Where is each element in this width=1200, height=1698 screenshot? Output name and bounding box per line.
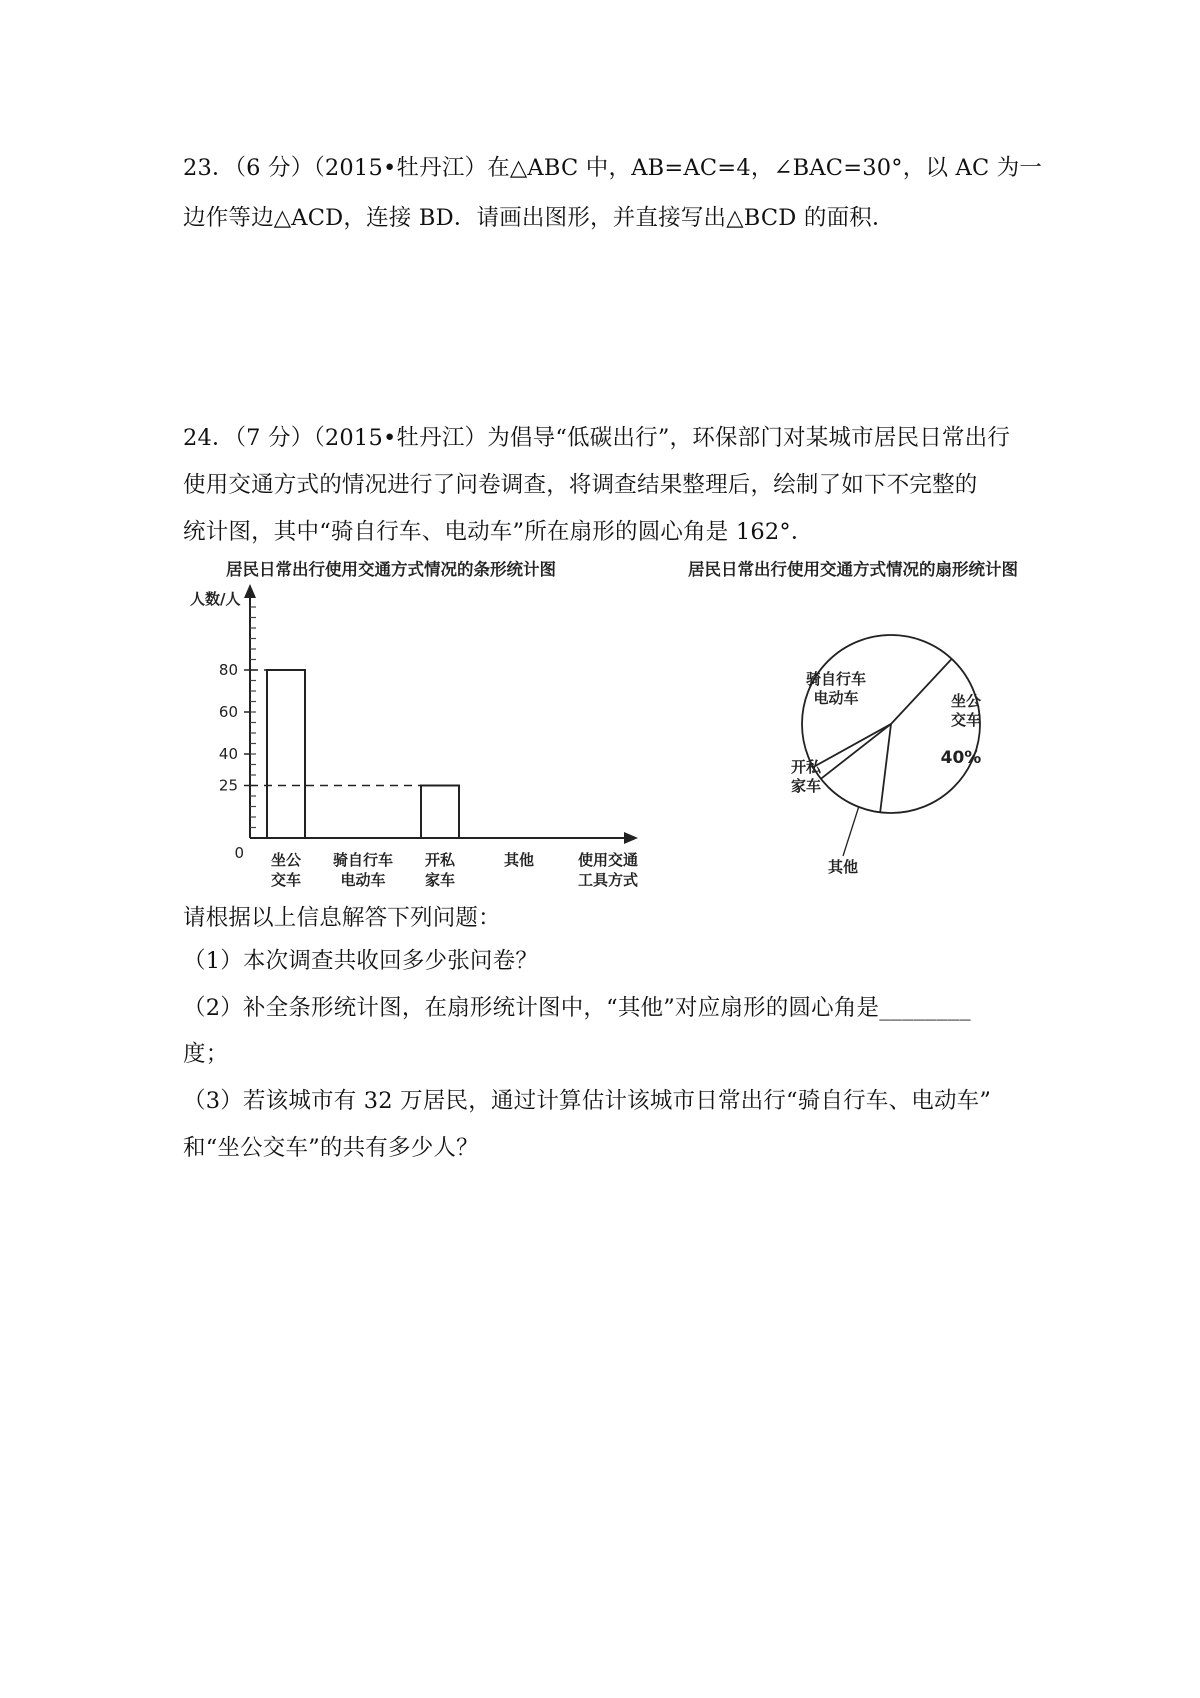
pie-chart: [760, 630, 1020, 880]
q24-sub-2-line-2: 度；: [183, 1041, 229, 1067]
bar-chart-title: 居民日常出行使用交通方式情况的条形统计图: [226, 560, 556, 579]
q24-sub-3-line-2: 和“坐公交车”的共有多少人？: [183, 1135, 479, 1161]
pie-slice-label: 家车: [790, 777, 822, 795]
origin-label: 0: [234, 844, 244, 862]
pie-slice-label: 电动车: [813, 689, 859, 707]
x-tick-label: 开私: [424, 851, 456, 869]
q24-sub-3-line-1: （3）若该城市有 32 万居民，通过计算估计该城市日常出行“骑自行车、电动车”: [183, 1088, 992, 1114]
bar: [421, 786, 459, 839]
pie-slice-label: 骑自行车: [805, 670, 867, 688]
x-axis-label-line-1: 使用交通: [578, 851, 639, 869]
pie-slice-label: 开私: [790, 758, 822, 776]
x-tick-label: 家车: [424, 871, 456, 889]
pie-slice-boundary: [891, 659, 952, 724]
q24-line-2: 使用交通方式的情况进行了问卷调查，将调查结果整理后，绘制了如下不完整的: [183, 472, 978, 498]
q24-line-1: 24．（7 分）（2015•牡丹江）为倡导“低碳出行”，环保部门对某城市居民日常出行: [183, 425, 1011, 451]
pie-slice-label: 坐公: [950, 692, 982, 710]
pie-value-label: 40%: [940, 748, 982, 768]
y-tick-label: 80: [218, 661, 238, 679]
bar: [267, 670, 305, 838]
q24-prompt: 请根据以上信息解答下列问题：: [183, 905, 501, 931]
y-tick-label: 60: [218, 703, 238, 721]
q23-line-1: 23．（6 分）（2015•牡丹江）在△ABC 中，AB=AC=4，∠BAC=30°，以 AC 为一: [183, 155, 1043, 181]
q23-line-2: 边作等边△ACD，连接 BD．请画出图形，并直接写出△BCD 的面积．: [183, 205, 895, 231]
q24-sub-1: （1）本次调查共收回多少张问卷？: [183, 948, 539, 974]
x-tick-label: 电动车: [340, 871, 386, 889]
x-axis-arrow: [624, 832, 638, 844]
y-axis-label: 人数/人: [190, 590, 241, 608]
x-tick-label: 骑自行车: [332, 851, 394, 869]
pie-leader-line: [843, 806, 859, 856]
pie-slice-boundary: [813, 724, 891, 767]
y-tick-label: 25: [218, 776, 238, 795]
pie-slice-boundary: [880, 724, 891, 812]
x-tick-label: 坐公: [270, 851, 302, 869]
q24-sub-2-line-1: （2）补全条形统计图，在扇形统计图中，“其他”对应扇形的圆心角是________: [183, 995, 971, 1021]
pie-slice-label: 其他: [827, 858, 859, 876]
q24-line-3: 统计图，其中“骑自行车、电动车”所在扇形的圆心角是 162°．: [183, 519, 814, 545]
pie-chart-title: 居民日常出行使用交通方式情况的扇形统计图: [688, 560, 1018, 579]
pie-slice-boundary: [821, 724, 891, 779]
x-tick-label: 其他: [503, 851, 535, 869]
y-tick-label: 40: [218, 745, 238, 763]
y-axis-arrow: [244, 584, 256, 598]
x-tick-label: 交车: [270, 871, 302, 889]
pie-slice-label: 交车: [950, 711, 982, 729]
x-axis-label-line-2: 工具方式: [578, 871, 639, 889]
